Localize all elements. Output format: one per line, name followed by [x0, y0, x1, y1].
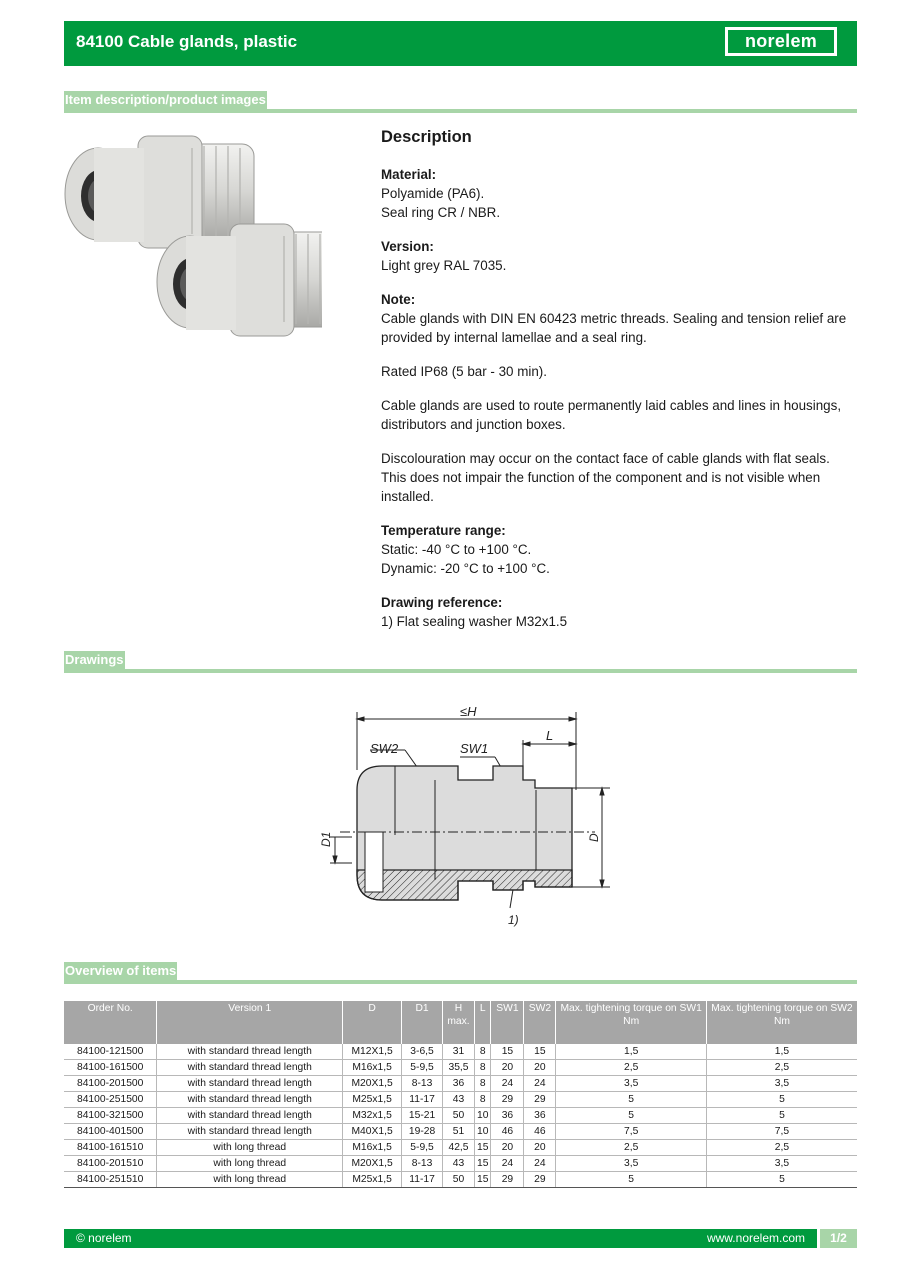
cell-version: with standard thread length	[157, 1044, 343, 1060]
ref-1-label: 1)	[508, 913, 519, 927]
note-paragraph: Cable glands with DIN EN 60423 metric threads. Sealing and tension relief are provided by internal lamellae and a seal ring.	[381, 311, 847, 345]
cell-torque-sw1: 3,5	[556, 1076, 707, 1092]
cell-l: 10	[474, 1108, 490, 1124]
cell-sw1: 29	[491, 1172, 524, 1188]
cell-d: M32x1,5	[343, 1108, 402, 1124]
cell-h-max: 31	[443, 1044, 475, 1060]
cell-order-no: 84100-161510	[64, 1140, 157, 1156]
cell-h-max: 51	[443, 1124, 475, 1140]
cell-sw1: 29	[491, 1092, 524, 1108]
section-overview	[64, 962, 857, 984]
cell-sw2: 29	[524, 1172, 556, 1188]
cell-l: 15	[474, 1156, 490, 1172]
temperature-label: Temperature range:	[381, 523, 506, 538]
table-row	[64, 1092, 857, 1108]
cell-torque-sw1: 2,5	[556, 1060, 707, 1076]
cell-l: 8	[474, 1044, 490, 1060]
cell-version: with standard thread length	[157, 1076, 343, 1092]
cell-sw2: 24	[524, 1156, 556, 1172]
cell-torque-sw1: 3,5	[556, 1156, 707, 1172]
items-table	[64, 1001, 857, 1188]
cell-torque-sw1: 5	[556, 1172, 707, 1188]
cell-sw1: 15	[491, 1044, 524, 1060]
cell-torque-sw2: 2,5	[706, 1060, 857, 1076]
cell-torque-sw2: 1,5	[706, 1044, 857, 1060]
cell-sw1: 24	[491, 1076, 524, 1092]
cell-d: M12X1,5	[343, 1044, 402, 1060]
cell-torque-sw1: 1,5	[556, 1044, 707, 1060]
table-row	[64, 1060, 857, 1076]
cell-l: 15	[474, 1140, 490, 1156]
cell-torque-sw1: 2,5	[556, 1140, 707, 1156]
cell-l: 8	[474, 1076, 490, 1092]
col-h-max: H max.	[443, 1001, 475, 1044]
version-text: Light grey RAL 7035.	[381, 258, 507, 273]
cell-torque-sw1: 5	[556, 1092, 707, 1108]
cell-sw2: 20	[524, 1060, 556, 1076]
cell-order-no: 84100-251500	[64, 1092, 157, 1108]
cell-torque-sw1: 7,5	[556, 1124, 707, 1140]
section-drawings-label: Drawings	[65, 652, 124, 667]
cell-d: M16x1,5	[343, 1060, 402, 1076]
cell-h-max: 50	[443, 1172, 475, 1188]
cell-h-max: 50	[443, 1108, 475, 1124]
cell-version: with standard thread length	[157, 1060, 343, 1076]
dim-h-label: ≤H	[460, 704, 477, 719]
material-label: Material:	[381, 167, 437, 182]
cell-h-max: 42,5	[443, 1140, 475, 1156]
cell-sw1: 24	[491, 1156, 524, 1172]
cell-l: 8	[474, 1060, 490, 1076]
table-row	[64, 1156, 857, 1172]
cell-h-max: 36	[443, 1076, 475, 1092]
cell-sw2: 29	[524, 1092, 556, 1108]
cell-d1: 15-21	[402, 1108, 443, 1124]
table-row	[64, 1140, 857, 1156]
cell-d1: 19-28	[402, 1124, 443, 1140]
table-row	[64, 1124, 857, 1140]
note-paragraph: Rated IP68 (5 bar - 30 min).	[381, 364, 547, 379]
col-sw2: SW2	[524, 1001, 556, 1044]
cell-order-no: 84100-251510	[64, 1172, 157, 1188]
material-line: Seal ring CR / NBR.	[381, 205, 501, 220]
cell-torque-sw2: 3,5	[706, 1156, 857, 1172]
cell-sw1: 36	[491, 1108, 524, 1124]
cell-order-no: 84100-401500	[64, 1124, 157, 1140]
dim-sw2-label: SW2	[370, 741, 399, 756]
cell-torque-sw2: 2,5	[706, 1140, 857, 1156]
cell-order-no: 84100-201510	[64, 1156, 157, 1172]
table-row	[64, 1044, 857, 1060]
note-label: Note:	[381, 292, 416, 307]
col-torque-sw2: Max. tightening torque on SW2 Nm	[706, 1001, 857, 1044]
cell-d: M25x1,5	[343, 1172, 402, 1188]
cell-torque-sw2: 5	[706, 1092, 857, 1108]
table-row	[64, 1076, 857, 1092]
version-label: Version:	[381, 239, 434, 254]
cell-version: with standard thread length	[157, 1124, 343, 1140]
section-item-description	[64, 91, 857, 113]
cell-sw2: 36	[524, 1108, 556, 1124]
page-title: 84100 Cable glands, plastic	[76, 32, 298, 51]
cell-version: with standard thread length	[157, 1092, 343, 1108]
cell-d: M16x1,5	[343, 1140, 402, 1156]
cell-version: with long thread	[157, 1156, 343, 1172]
dim-l-label: L	[546, 728, 554, 743]
drawing-reference-text: 1) Flat sealing washer M32x1.5	[381, 614, 568, 629]
col-sw1: SW1	[491, 1001, 524, 1044]
col-order-no: Order No.	[64, 1001, 157, 1044]
cell-h-max: 43	[443, 1156, 475, 1172]
col-torque-sw1: Max. tightening torque on SW1 Nm	[556, 1001, 707, 1044]
cell-order-no: 84100-121500	[64, 1044, 157, 1060]
table-header-row	[64, 1001, 857, 1044]
table-row	[64, 1172, 857, 1188]
table-row	[64, 1108, 857, 1124]
section-overview-label: Overview of items	[65, 963, 177, 978]
cell-version: with long thread	[157, 1172, 343, 1188]
cell-version: with standard thread length	[157, 1108, 343, 1124]
cell-d1: 8-13	[402, 1076, 443, 1092]
cell-order-no: 84100-321500	[64, 1108, 157, 1124]
cell-h-max: 43	[443, 1092, 475, 1108]
cell-h-max: 35,5	[443, 1060, 475, 1076]
cell-d: M20X1,5	[343, 1076, 402, 1092]
cell-sw2: 46	[524, 1124, 556, 1140]
cell-sw1: 46	[491, 1124, 524, 1140]
logo-text: norelem	[728, 30, 834, 53]
cell-l: 15	[474, 1172, 490, 1188]
cell-d: M25x1,5	[343, 1092, 402, 1108]
cell-sw2: 24	[524, 1076, 556, 1092]
cell-d1: 8-13	[402, 1156, 443, 1172]
col-d1: D1	[402, 1001, 443, 1044]
product-image	[64, 134, 322, 361]
cell-torque-sw1: 5	[556, 1108, 707, 1124]
cell-l: 10	[474, 1124, 490, 1140]
cell-d1: 11-17	[402, 1092, 443, 1108]
cell-order-no: 84100-161500	[64, 1060, 157, 1076]
col-l: L	[474, 1001, 490, 1044]
col-d: D	[343, 1001, 402, 1044]
copyright: © norelem	[76, 1231, 132, 1245]
cell-d1: 5-9,5	[402, 1140, 443, 1156]
page-header	[64, 21, 857, 66]
cell-torque-sw2: 5	[706, 1172, 857, 1188]
website-link[interactable]: www.norelem.com	[706, 1231, 805, 1245]
note-paragraph: Cable glands are used to route permanently laid cables and lines in housings, distributors and junction boxes.	[381, 398, 842, 432]
cell-sw1: 20	[491, 1060, 524, 1076]
cell-torque-sw2: 5	[706, 1108, 857, 1124]
cell-torque-sw2: 3,5	[706, 1076, 857, 1092]
cell-order-no: 84100-201500	[64, 1076, 157, 1092]
section-item-description-label: Item description/product images	[65, 92, 266, 107]
note-paragraph: Discolouration may occur on the contact face of cable glands with flat seals. This does not impair the function of the component and is not visible when installed.	[381, 451, 830, 504]
description-block	[381, 128, 851, 646]
temperature-line: Static: -40 °C to +100 °C.	[381, 542, 532, 557]
dim-sw1-label: SW1	[460, 741, 489, 756]
temperature-line: Dynamic: -20 °C to +100 °C.	[381, 561, 550, 576]
material-line: Polyamide (PA6).	[381, 186, 485, 201]
cell-d: M20X1,5	[343, 1156, 402, 1172]
cell-d1: 5-9,5	[402, 1060, 443, 1076]
cell-sw1: 20	[491, 1140, 524, 1156]
cell-torque-sw2: 7,5	[706, 1124, 857, 1140]
section-drawings	[64, 651, 857, 673]
technical-drawing	[310, 700, 620, 935]
norelem-logo	[725, 27, 837, 56]
description-heading: Description	[381, 128, 472, 146]
page-footer	[64, 1229, 857, 1248]
page-number: 1/2	[817, 1229, 857, 1248]
cell-d1: 3-6,5	[402, 1044, 443, 1060]
dim-d-label: D	[587, 833, 601, 842]
cell-version: with long thread	[157, 1140, 343, 1156]
cell-sw2: 15	[524, 1044, 556, 1060]
cell-sw2: 20	[524, 1140, 556, 1156]
dim-d1-label: D1	[319, 831, 333, 847]
cell-d1: 11-17	[402, 1172, 443, 1188]
col-version: Version 1	[157, 1001, 343, 1044]
cell-l: 8	[474, 1092, 490, 1108]
cell-d: M40X1,5	[343, 1124, 402, 1140]
drawing-reference-label: Drawing reference:	[381, 595, 503, 610]
